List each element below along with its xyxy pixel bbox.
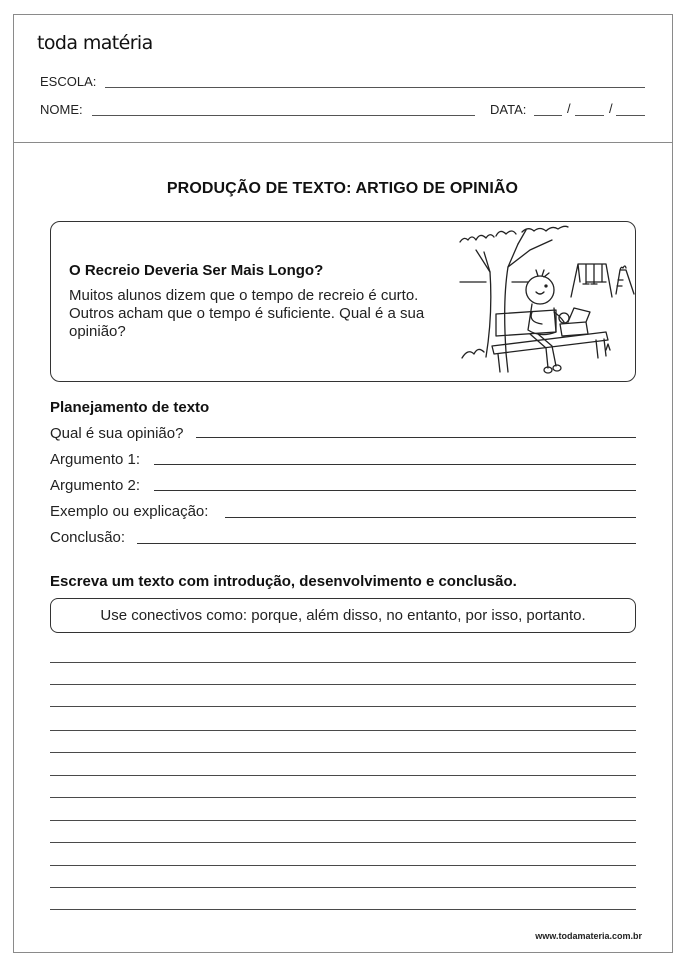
writing-line[interactable] bbox=[50, 797, 636, 798]
date-month-line[interactable] bbox=[575, 115, 604, 116]
planning-label-conclusion: Conclusão: bbox=[50, 529, 126, 546]
writing-instruction: Escreva um texto com introdução, desenvolvimento e conclusão. bbox=[50, 573, 517, 590]
writing-line[interactable] bbox=[50, 730, 636, 731]
prompt-body: Muitos alunos dizem que o tempo de recreio é curto. Outros acham que o tempo é suficiente. Qual é a sua opinião? bbox=[69, 287, 425, 340]
name-label: NOME: bbox=[40, 102, 83, 117]
writing-line[interactable] bbox=[50, 775, 636, 776]
writing-line[interactable] bbox=[50, 662, 636, 663]
connectives-hint-box: Use conectivos como: porque, além disso, no entanto, por isso, portanto. bbox=[50, 598, 636, 633]
date-label: DATA: bbox=[490, 102, 527, 117]
name-input-line[interactable] bbox=[92, 115, 475, 116]
date-separator: / bbox=[609, 101, 613, 116]
planning-input-argument-1[interactable] bbox=[154, 464, 636, 465]
planning-input-conclusion[interactable] bbox=[137, 543, 636, 544]
writing-line[interactable] bbox=[50, 706, 636, 707]
planning-label-opinion: Qual é sua opinião? bbox=[50, 425, 184, 442]
planning-title: Planejamento de texto bbox=[50, 399, 210, 416]
writing-line[interactable] bbox=[50, 842, 636, 843]
writing-line[interactable] bbox=[50, 820, 636, 821]
school-input-line[interactable] bbox=[105, 87, 645, 88]
writing-line[interactable] bbox=[50, 887, 636, 888]
planning-input-argument-2[interactable] bbox=[154, 490, 636, 491]
writing-line[interactable] bbox=[50, 684, 636, 685]
date-day-line[interactable] bbox=[534, 115, 562, 116]
writing-line[interactable] bbox=[50, 865, 636, 866]
date-separator: / bbox=[567, 101, 571, 116]
school-label: ESCOLA: bbox=[40, 74, 97, 89]
planning-label-example: Exemplo ou explicação: bbox=[50, 503, 209, 520]
writing-line[interactable] bbox=[50, 909, 636, 910]
planning-input-opinion[interactable] bbox=[196, 437, 636, 438]
header-divider bbox=[13, 142, 673, 143]
planning-label-argument-2: Argumento 2: bbox=[50, 477, 141, 494]
date-year-line[interactable] bbox=[616, 115, 645, 116]
prompt-title: O Recreio Deveria Ser Mais Longo? bbox=[69, 262, 324, 279]
page-title: PRODUÇÃO DE TEXTO: ARTIGO DE OPINIÃO bbox=[166, 180, 519, 197]
writing-line[interactable] bbox=[50, 752, 636, 753]
planning-input-example[interactable] bbox=[225, 517, 636, 518]
planning-label-argument-1: Argumento 1: bbox=[50, 451, 141, 468]
brand-logo: toda matéria bbox=[37, 32, 153, 54]
park-bench-illustration-icon bbox=[456, 222, 636, 378]
footer-url: www.todamateria.com.br bbox=[535, 931, 642, 941]
